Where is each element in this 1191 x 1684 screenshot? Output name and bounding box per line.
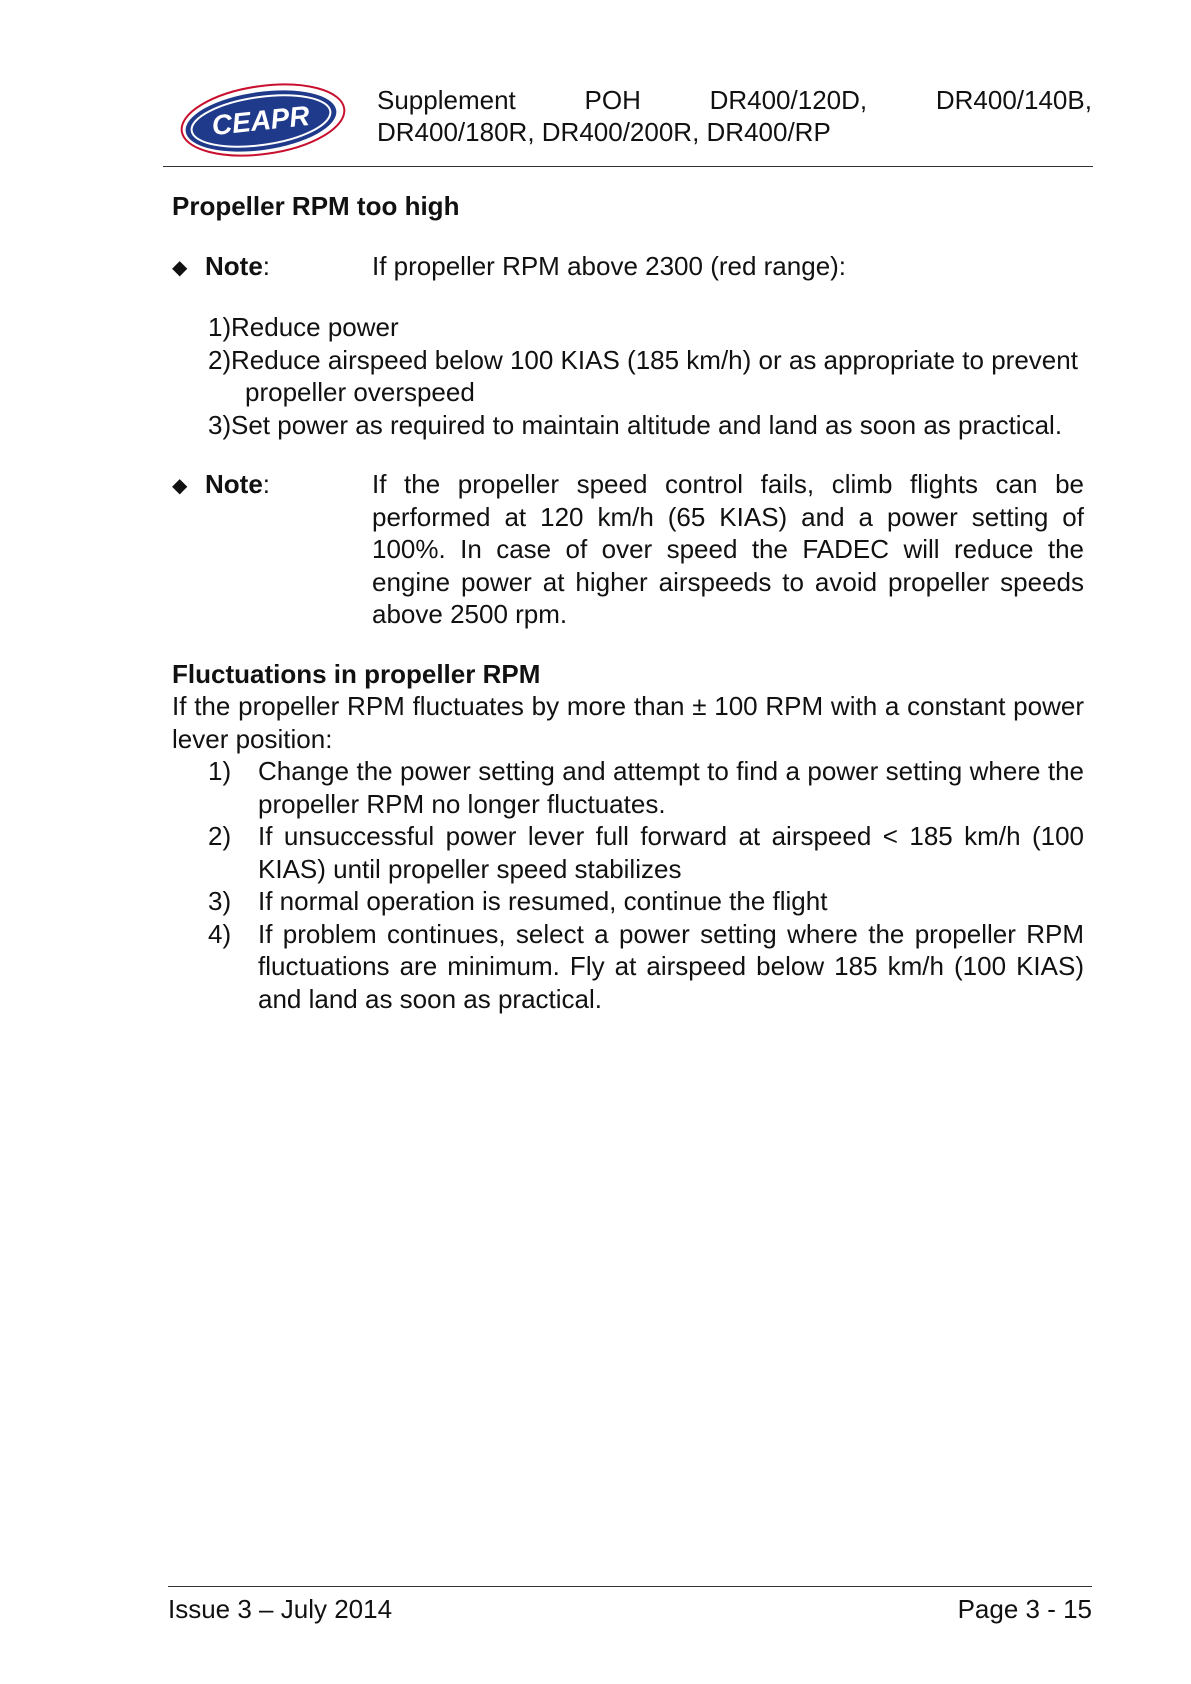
logo-text: CEAPR xyxy=(210,99,311,142)
list-item xyxy=(172,344,1084,409)
note-label: Note xyxy=(205,250,263,281)
note-colon: : xyxy=(262,250,271,281)
list-item xyxy=(172,885,1084,918)
page-footer xyxy=(168,1586,1092,1625)
document-title xyxy=(377,84,1092,148)
page-content xyxy=(172,190,1084,1015)
list-item xyxy=(172,820,1084,885)
step-text: If normal operation is resumed, continue the flight xyxy=(258,886,828,916)
ceapr-logo xyxy=(177,80,347,158)
list-item xyxy=(172,311,1084,344)
step-text: Reduce power xyxy=(231,312,399,342)
note-speed-control-failure xyxy=(172,468,1084,631)
rpm-fluctuation-steps xyxy=(172,755,1084,1015)
step-number: 3) xyxy=(208,409,232,440)
step-number: 1) xyxy=(208,756,232,786)
title-line-1 xyxy=(377,84,1092,116)
section-heading-rpm-fluctuations: Fluctuations in propeller RPM xyxy=(172,658,541,689)
step-number: 4) xyxy=(208,918,232,949)
note-label: Note xyxy=(205,469,263,499)
step-text: Change the power setting and attempt to find a power setting where the propeller RPM no longer fluctuates. xyxy=(258,756,1084,819)
step-number: 3) xyxy=(208,886,232,916)
note-text: If the propeller speed control fails, climb flights can be performed at 120 km/h (65 KIAS) and a power setting of 100%. In case of over speed the FADEC will reduce the engine power at higher airspeeds to avoid propeller speeds above 2500 rpm. xyxy=(372,469,1084,629)
step-text: Set power as required to maintain altitude and land as soon as practical. xyxy=(231,409,1063,440)
list-item xyxy=(172,755,1084,820)
step-number: 2) xyxy=(208,344,232,375)
title-line-2: DR400/180R, DR400/200R, DR400/RP xyxy=(377,117,831,147)
list-item xyxy=(172,409,1084,442)
section-heading-rpm-too-high: Propeller RPM too high xyxy=(172,191,460,221)
title-word: DR400/120D, xyxy=(709,85,868,115)
note-red-range xyxy=(172,250,1084,285)
issue-date: Issue 3 – July 2014 xyxy=(168,1594,393,1624)
title-word: DR400/140B, xyxy=(935,85,1092,115)
page-header xyxy=(163,78,1093,167)
step-text: Reduce airspeed below 100 KIAS (185 km/h) or as appropriate to prevent propeller overspeed xyxy=(231,344,1078,407)
step-text: If unsuccessful power lever full forward at airspeed < 185 km/h (100 KIAS) until propeller speed stabilizes xyxy=(258,821,1084,884)
title-word: Supplement xyxy=(377,85,516,115)
list-item xyxy=(172,918,1084,1016)
page-number: Page 3 - 15 xyxy=(957,1594,1092,1624)
note-text: If propeller RPM above 2300 (red range): xyxy=(372,250,847,281)
step-number: 2) xyxy=(208,821,232,851)
diamond-bullet-icon: ◆ xyxy=(172,256,188,279)
title-word: POH xyxy=(584,85,641,115)
fluctuation-intro: If the propeller RPM fluctuates by more than ± 100 RPM with a constant power lever position: xyxy=(172,691,1084,754)
rpm-too-high-steps xyxy=(172,311,1084,441)
step-number: 1) xyxy=(208,312,232,342)
step-text: If problem continues, select a power setting where the propeller RPM fluctuations are minimum. Fly at airspeed below 185 km/h (100 KIAS) and land as soon as practical. xyxy=(258,918,1084,1014)
diamond-bullet-icon: ◆ xyxy=(172,475,188,497)
note-colon: : xyxy=(262,469,271,499)
